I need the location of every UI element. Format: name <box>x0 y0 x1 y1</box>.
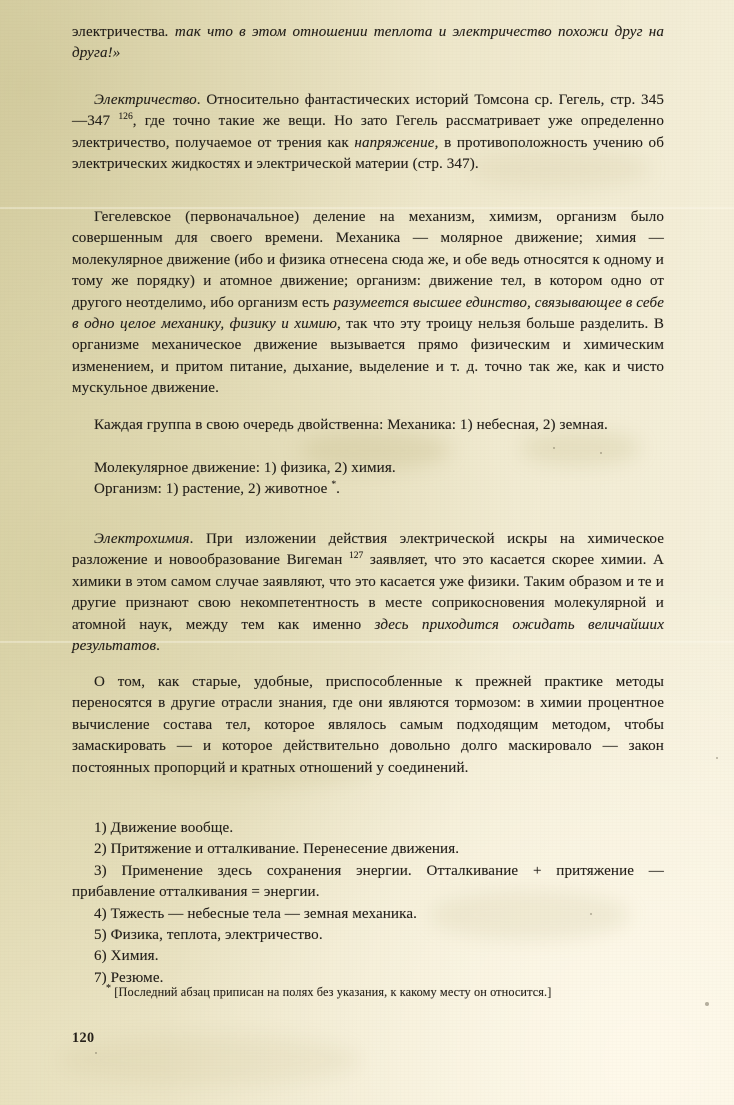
organism-text: Организм: 1) растение, 2) животное <box>94 481 332 497</box>
list-item: 2) Притяжение и отталкивание. Перенесение движения. <box>94 841 460 858</box>
paragraph-old-methods: О том, как старые, удобные, приспособленные к прежней практике методы переносятся в другие отрасли знания, где они являются тормозом: в химии процентное вычисление состава тел, которое являлось самым подходящим методом, чтобы замаскировать — и которое действительно довольно долго маскировало — закон постоянных пропорций и кратных отношений у соединений. <box>72 674 664 776</box>
list-item: 1) Движение вообще. <box>94 820 234 836</box>
paragraph-electrochemistry <box>72 529 664 657</box>
electricity-text-middle: , где точно такие же вещи. Но зато Гегель рассматривает уже определенно электричество, получаемое от трения как <box>72 113 665 151</box>
electrochemistry-text-before-ref: . При изложении действия электрической искры на химическое разложение и новообразование Вигеман <box>72 531 664 569</box>
paragraph-hegel-division <box>72 207 664 400</box>
electrochemistry-terminator: . <box>156 638 160 655</box>
paragraph-molecular-motion: Молекулярное движение: 1) физика, 2) химия. <box>94 460 396 476</box>
electrochemistry-italic-tail: здесь приходится ожидать величайших результатов <box>72 616 664 655</box>
numbered-list <box>72 818 664 989</box>
electricity-heading: Электричество <box>94 92 197 108</box>
paragraph-carryover <box>72 22 664 65</box>
page-number: 120 <box>72 1030 95 1046</box>
footnote-body: [Последний абзац приписан на полях без указания, к какому месту он относится.] <box>114 985 552 999</box>
carryover-italic-tail: . так что в этом отношении теплота и электричество похожи друг на друга!» <box>72 24 664 62</box>
list-item: 3) Применение здесь сохранения энергии. Отталкивание + притяжение — прибавление отталкивания = энергии. <box>72 862 664 901</box>
electricity-text-after: , в противоположность учению об электрических жидкостях и электрической материи (стр. 347). <box>72 134 664 173</box>
list-item: 7) Резюме. <box>94 969 164 986</box>
electrochemistry-heading: Электрохимия <box>94 531 190 547</box>
organism-terminator: . <box>336 481 341 497</box>
paragraph-electricity <box>72 90 664 176</box>
hegel-italic-clause: разумеется высшее единство, связывающее в себе в одно целое механику, физику и химию <box>72 294 665 333</box>
carryover-lead: электричества <box>72 24 165 40</box>
hegel-part1: Гегелевское (первоначальное) деление на механизм, химизм, организм было совершенным для своего времени. Механика — молярное движение; химия — молекулярное движение (ибо и физика отнесена сюда же, и обе ведь относятся к одному и тому же порядку) и атомное движение; организм: движение тел, в котором одно от другого неотделимо, ибо организм есть <box>72 209 664 311</box>
list-item: 6) Химия. <box>94 948 159 965</box>
page-number-area <box>72 1029 664 1047</box>
footnote-reference-126: 126 <box>118 111 133 123</box>
list-item: 5) Физика, теплота, электричество. <box>94 927 323 944</box>
hegel-part2: , так что эту троицу нельзя больше разделить. В организме механическое движение вызывается прямо физическим и химическим изменением, и притом питание, дыхание, выделение и т. д. точно так же, как и чисто мускульное движение. <box>72 316 664 397</box>
footnote-asterisk-marker: * <box>331 478 337 490</box>
paragraph-groups: Каждая группа в свою очередь двойственна: Механика: 1) небесная, 2) земная. <box>94 417 608 433</box>
footnote-block <box>72 984 664 1002</box>
paragraph-organism <box>72 479 664 500</box>
footnote-line <box>72 984 664 1002</box>
electrochemistry-text-middle: заявляет, что это касается скорее химии. А химики в этом самом случае заявляют, что это касается уже физики. Таким образом и те и другие признают свою некомпетентность в месте соприкосновения молекулярной и атомной наук, между тем как именно <box>72 552 664 633</box>
electricity-text-before-ref: . Относительно фантастических историй Томсона ср. Гегель, стр. 345—347 <box>72 92 664 130</box>
footnote-marker: * <box>106 982 112 994</box>
list-item: 4) Тяжесть — небесные тела — земная механика. <box>94 905 417 922</box>
footnote-reference-127: 127 <box>348 550 364 562</box>
electricity-italic-word: напряжение <box>354 134 435 151</box>
